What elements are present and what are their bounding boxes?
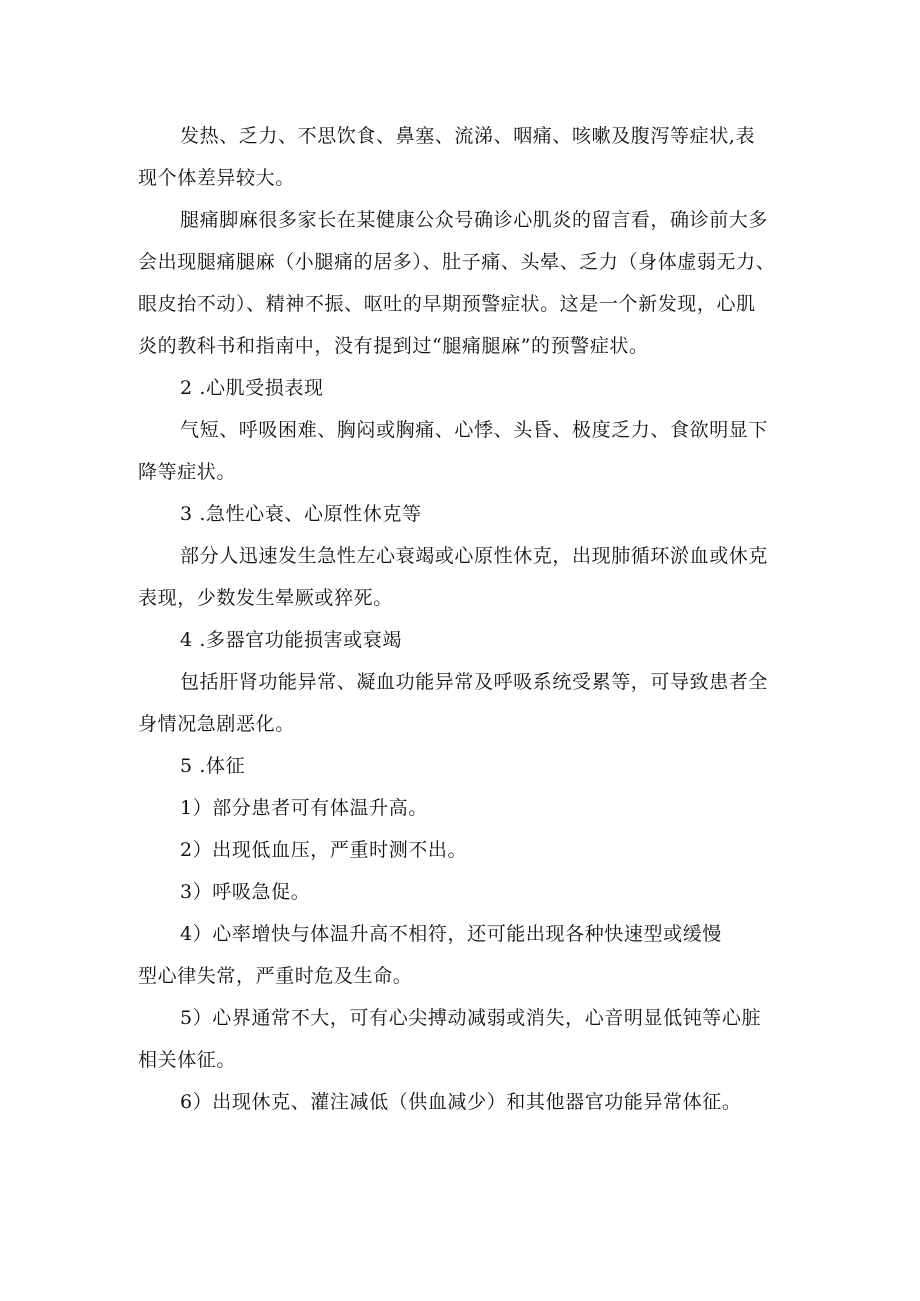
paragraph-line: 炎的教科书和指南中，没有提到过“腿痛腿麻”的预警症状。 [138,335,649,357]
paragraph-line: 现个体差异较大。 [138,167,295,189]
paragraph-line: 部分人迅速发生急性左心衰竭或心原性休克，出现肺循环淤血或休克 [180,545,769,567]
paragraph-line: 身情况急剧恶化。 [138,713,295,735]
list-item: 4）心率增快与体温升高不相符，还可能出现各种快速型或缓慢 [180,923,722,945]
list-item: 5）心界通常不大，可有心尖搏动减弱或消失，心音明显低钝等心脏 [180,1007,762,1029]
list-item: 2）出现低血压，严重时测不出。 [180,839,468,861]
list-item-continuation: 相关体征。 [138,1049,237,1071]
paragraph-line: 会出现腿痛腿麻（小腿痛的居多）、肚子痛、头晕、乏力（身体虚弱无力、 [138,251,776,273]
section-heading: 5 .体征 [180,755,246,777]
list-item: 1）部分患者可有体温升高。 [180,797,428,819]
list-item-continuation: 型心律失常，严重时危及生命。 [138,965,413,987]
list-item: 3）呼吸急促。 [180,881,311,903]
paragraph-line: 腿痛脚麻很多家长在某健康公众号确诊心肌炎的留言看，确诊前大多 [180,209,769,231]
section-heading: 4 .多器官功能损害或衰竭 [180,629,402,651]
section-heading: 3 .急性心衰、心原性休克等 [180,503,422,525]
paragraph-line: 表现，少数发生晕厥或猝死。 [138,587,393,609]
list-item: 6）出现休克、灌注减低（供血减少）和其他器官功能异常体征。 [180,1091,742,1113]
paragraph-line: 眼皮抬不动）、精神不振、呕吐的早期预警症状。这是一个新发现，心肌 [138,293,756,315]
section-heading: 2 .心肌受损表现 [180,377,324,399]
paragraph-line: 发热、乏力、不思饮食、鼻塞、流涕、咽痛、咳嗽及腹泻等症状,表 [180,125,756,147]
paragraph-line: 包括肝肾功能异常、凝血功能异常及呼吸系统受累等，可导致患者全 [180,671,769,693]
paragraph-line: 气短、呼吸困难、胸闷或胸痛、心悸、头昏、极度乏力、食欲明显下 [180,419,769,441]
paragraph-line: 降等症状。 [138,461,237,483]
